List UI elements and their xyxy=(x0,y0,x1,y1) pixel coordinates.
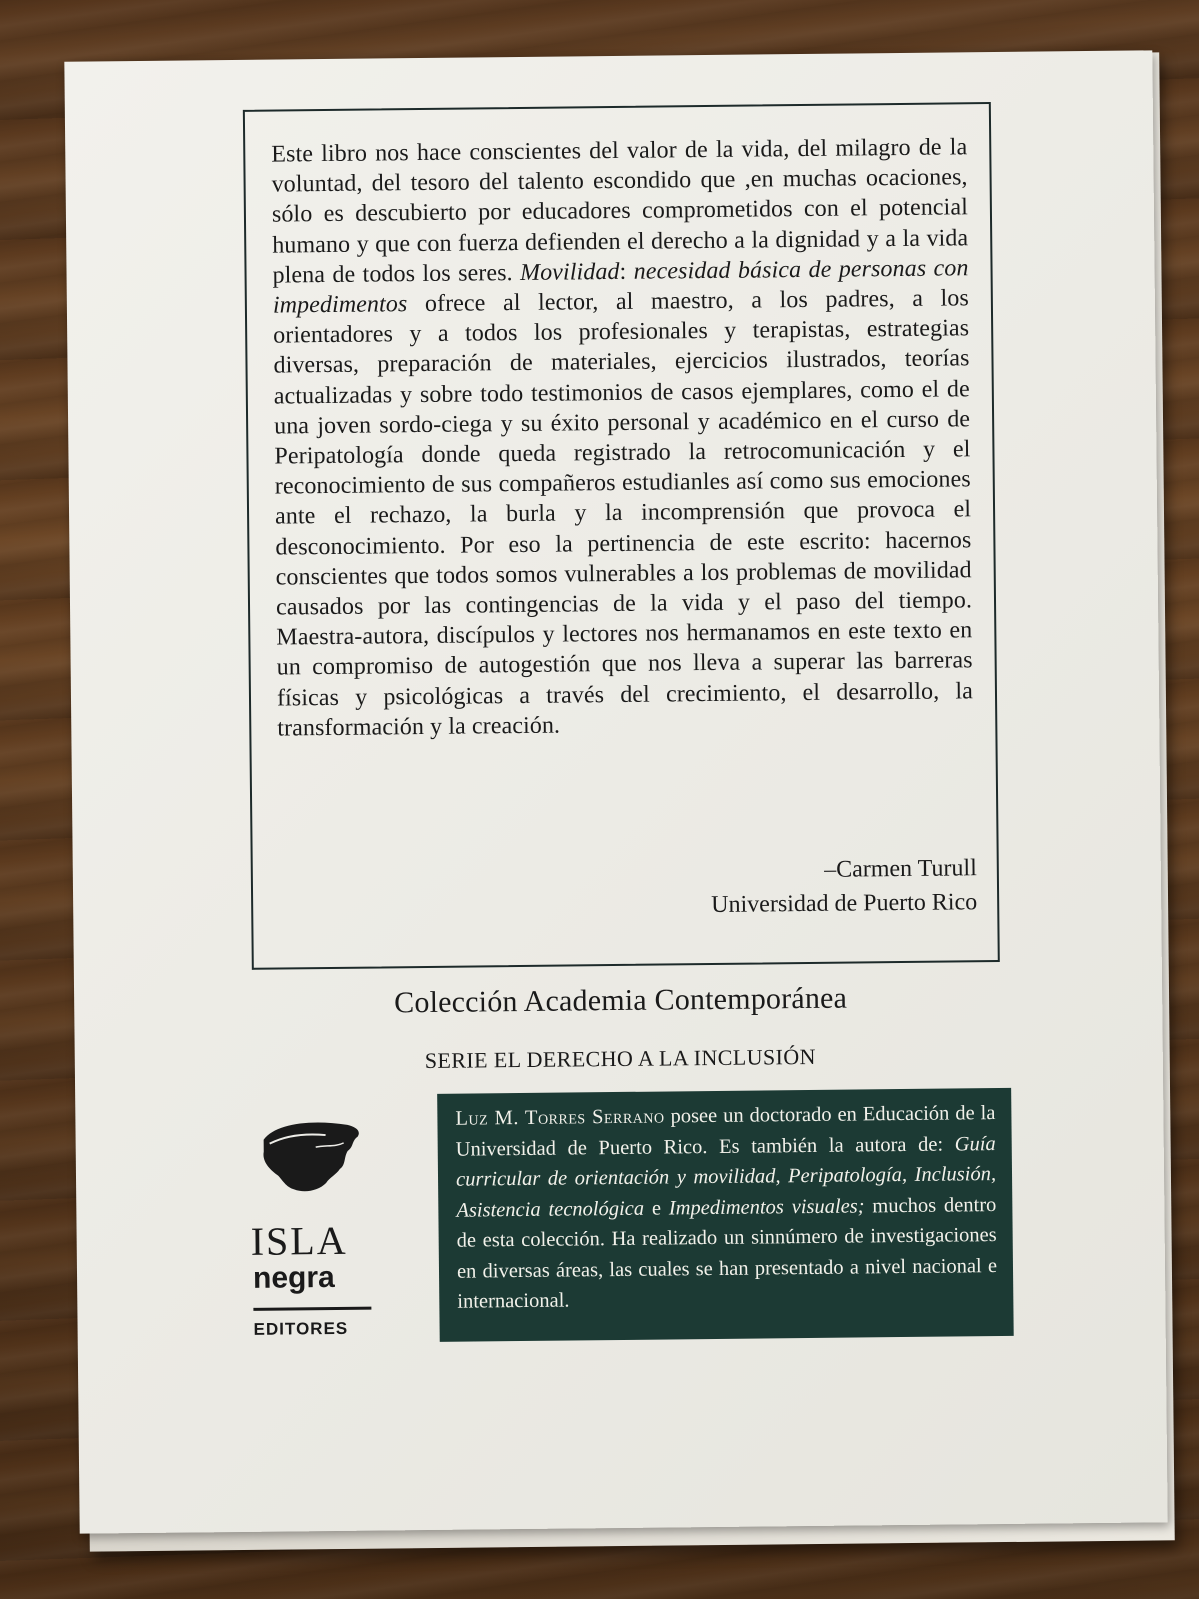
series-title: SERIE EL DERECHO A LA INCLUSIÓN xyxy=(424,1043,817,1074)
logo-negra: negra xyxy=(252,1260,335,1295)
author-bio-text xyxy=(455,1098,997,1317)
quote-colon: : xyxy=(619,258,634,285)
bio-part-1: posee un doctorado en Educación de la Universidad de Puerto Rico. Es también la autora de: xyxy=(455,1102,996,1161)
quote-part-1: Este libro nos hace conscientes del valor de la vida, del milagro de la voluntad, del tesoro del talento escondido que ,en muchas ocaciones, sólo es descubierto por educadores comprometidos con el potencial humano y que con fuerza defienden el derecho a la dignidad y a la vida plena de todos los seres. xyxy=(271,134,969,289)
author-bio-box xyxy=(437,1088,1014,1342)
bio-part-2: muchos dentro de esta colección. Ha realizado un sinnúmero de investigaciones en diversas áreas, las cuales se han presentado a nivel nacional e internacional. xyxy=(456,1193,998,1313)
bio-joiner: e xyxy=(643,1196,669,1220)
quote-part-2: ofrece al lector, al maestro, a los padres, a los orientadores y a todos los profesionales y terapistas, estrategias diversas, preparación de materiales, ejercicios ilustrados, teorías actualizadas y sobre todo testimonios de casos ejemplares, como el de una joven sordo-ciega y su éxito personal y académico en el curso de Peripatología donde queda registrado la retrocomunicación y el reconocimiento de sus compañeros estudianles así como sus emociones ante el rechazo, la burla y la incomprensión que provoca el desconocimiento. Por eso la pertinencia de este escrito: hacernos conscientes que todos somos vulnerables a los problemas de movilidad causados por las contingencias de la vida y el paso del tiempo. Maestra-autora, discípulos y lectores nos hermanamos en este texto en un compromiso de autogestión que nos lleva a superar las barreras físicas y psicológicas a través del crecimiento, el desarrollo, la transformación y la creación. xyxy=(273,285,974,742)
quote-book-title: Movilidad xyxy=(519,258,620,286)
logo-editores: EDITORES xyxy=(253,1318,349,1339)
quote-book-subtitle: necesidad básica de personas con impedimentos xyxy=(272,255,969,319)
quote-box xyxy=(243,102,1000,970)
back-cover xyxy=(64,50,1167,1533)
quote-text xyxy=(271,132,973,743)
quote-institution: Universidad de Puerto Rico xyxy=(711,889,978,919)
collection-title: Colección Academia Contemporánea xyxy=(394,981,848,1020)
bio-titles-2: Impedimentos visuales; xyxy=(668,1194,865,1219)
logo-isla: ISLA xyxy=(250,1217,348,1264)
island-head-icon xyxy=(255,1117,366,1198)
bio-titles-1: Guía curricular de orientación y movilidad, Peripatología, Inclusión, Asistencia tecnológica xyxy=(455,1132,997,1222)
logo-divider xyxy=(253,1307,371,1311)
bio-author-name: Luz M. Torres Serrano xyxy=(455,1105,665,1130)
quote-author: –Carmen Turull xyxy=(824,855,977,883)
publisher-logo xyxy=(245,1116,398,1358)
